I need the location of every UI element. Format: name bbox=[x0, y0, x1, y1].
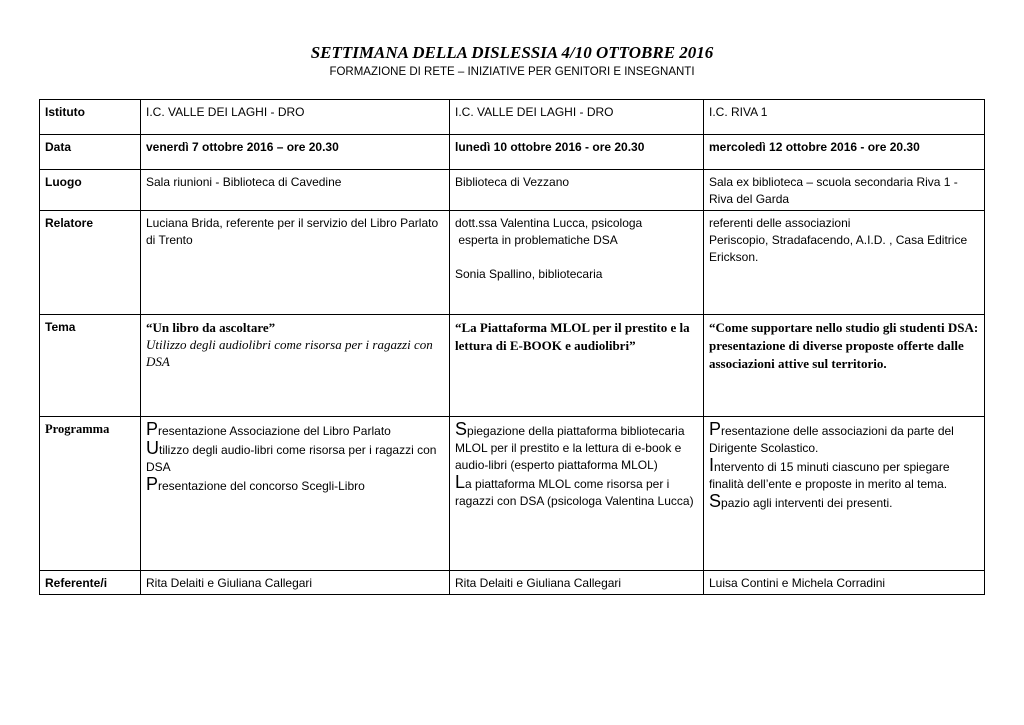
programma-3-item: Presentazione delle associazioni da parte del Dirigente Scolastico. bbox=[709, 419, 954, 455]
label-data: Data bbox=[40, 135, 141, 170]
luogo-cell-1: Sala riunioni - Biblioteca di Cavedine bbox=[141, 170, 450, 211]
events-table bbox=[39, 99, 985, 595]
luogo-cell-2: Biblioteca di Vezzano bbox=[450, 170, 704, 211]
row-istituto bbox=[40, 100, 985, 135]
label-istituto: Istituto bbox=[40, 100, 141, 135]
programma-cell-3 bbox=[704, 417, 985, 571]
relatore-3-line-b: Periscopio, Stradafacendo, A.I.D. , Casa Editrice Erickson. bbox=[709, 233, 968, 264]
page-title: SETTIMANA DELLA DISLESSIA 4/10 OTTOBRE 2016 bbox=[310, 43, 714, 62]
referenti-cell-1: Rita Delaiti e Giuliana Callegari bbox=[141, 571, 450, 595]
data-cell-3: mercoledì 12 ottobre 2016 - ore 20.30 bbox=[704, 135, 985, 170]
data-cell-2: lunedì 10 ottobre 2016 - ore 20.30 bbox=[450, 135, 704, 170]
tema-1-title: “Un libro da ascoltare” bbox=[146, 320, 276, 335]
relatore-cell-3 bbox=[704, 211, 985, 315]
row-programma bbox=[40, 417, 985, 571]
tema-cell-3 bbox=[704, 315, 985, 417]
programma-1-item: Presentazione Associazione del Libro Parlato bbox=[146, 419, 391, 439]
istituto-cell-2: I.C. VALLE DEI LAGHI - DRO bbox=[450, 100, 704, 135]
programma-cell-1 bbox=[141, 417, 450, 571]
programma-1-item: Presentazione del concorso Scegli-Libro bbox=[146, 474, 365, 494]
page-subtitle: FORMAZIONE DI RETE – INIZIATIVE PER GENITORI E INSEGNANTI bbox=[329, 66, 695, 78]
relatore-cell-2 bbox=[450, 211, 704, 315]
relatore-2-line-c: Sonia Spallino, bibliotecaria bbox=[455, 267, 603, 281]
istituto-cell-3: I.C. RIVA 1 bbox=[704, 100, 985, 135]
referenti-cell-3: Luisa Contini e Michela Corradini bbox=[704, 571, 985, 595]
programma-2-item: Spiegazione della piattaforma bibliotecaria MLOL per il prestito e la lettura di e-book e audio-libri (esperto piattaforma MLOL) bbox=[455, 419, 685, 472]
relatore-3-line-a: referenti delle associazioni bbox=[709, 216, 851, 230]
programma-2-item: La piattaforma MLOL come risorsa per i ragazzi con DSA (psicologa Valentina Lucca) bbox=[455, 472, 694, 508]
row-relatore bbox=[40, 211, 985, 315]
tema-3-text: “Come supportare nello studio gli studenti DSA: presentazione di diverse proposte offerte dalle associazioni attive sul territorio. bbox=[709, 320, 979, 371]
row-referenti bbox=[40, 571, 985, 595]
label-programma: Programma bbox=[40, 417, 141, 571]
relatore-2-line-b: esperta in problematiche DSA bbox=[455, 233, 618, 247]
luogo-cell-3: Sala ex biblioteca – scuola secondaria Riva 1 - Riva del Garda bbox=[704, 170, 985, 211]
relatore-cell-1: Luciana Brida, referente per il servizio del Libro Parlato di Trento bbox=[141, 211, 450, 315]
istituto-cell-1: I.C. VALLE DEI LAGHI - DRO bbox=[141, 100, 450, 135]
relatore-2-line-a: dott.ssa Valentina Lucca, psicologa bbox=[455, 216, 643, 230]
referenti-cell-2: Rita Delaiti e Giuliana Callegari bbox=[450, 571, 704, 595]
programma-1-item: Utilizzo degli audio-libri come risorsa per i ragazzi con DSA bbox=[146, 438, 437, 474]
label-tema: Tema bbox=[40, 315, 141, 417]
label-luogo: Luogo bbox=[40, 170, 141, 211]
row-data bbox=[40, 135, 985, 170]
data-cell-1: venerdì 7 ottobre 2016 – ore 20.30 bbox=[141, 135, 450, 170]
programma-3-item: Intervento di 15 minuti ciascuno per spiegare finalità dell’ente e proposte in merito al tema. bbox=[709, 455, 950, 491]
tema-2-text: “La Piattaforma MLOL per il prestito e la lettura di E-BOOK e audiolibri” bbox=[455, 320, 690, 353]
programma-cell-2 bbox=[450, 417, 704, 571]
tema-cell-2 bbox=[450, 315, 704, 417]
row-luogo bbox=[40, 170, 985, 211]
label-relatore: Relatore bbox=[40, 211, 141, 315]
programma-3-item: Spazio agli interventi dei presenti. bbox=[709, 491, 893, 511]
tema-1-subtitle: Utilizzo degli audiolibri come risorsa per i ragazzi con DSA bbox=[146, 337, 433, 369]
row-tema bbox=[40, 315, 985, 417]
tema-cell-1 bbox=[141, 315, 450, 417]
label-referenti: Referente/i bbox=[40, 571, 141, 595]
